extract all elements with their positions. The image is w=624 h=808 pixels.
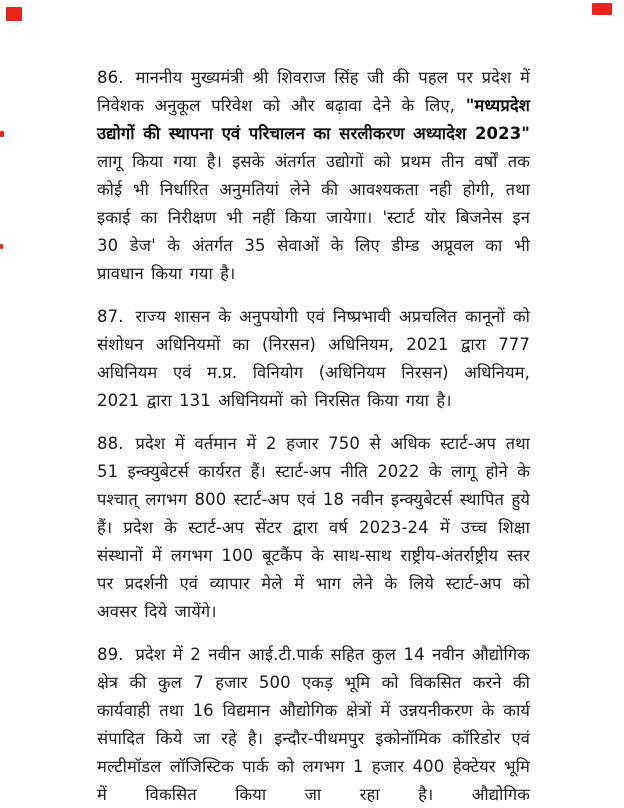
paragraph-text [97,434,530,621]
paragraph [97,64,530,288]
paragraph [97,430,530,626]
red-scan-mark [6,7,22,21]
text-run: प्रदेश में 2 नवीन आई.टी.पार्क सहित कुल 14 नवीन औद्योगिक क्षेत्र की कुल 7 हजार 500 एकड़ भूमि को विकसित करने की कार्यवाही तथा 16 विद्यमान औद्योगिक क्षेत्रों में उन्नयनीकरण के कार्य संपादित किये जा रहे है। इन्दौर-पीथमपुर इकोनॉमिक कॉरिडोर एवं मल्टीमॉडल लॉजिस्टिक पार्क को लगभग 1 हजार 400 हेक्टेयर भूमि में विकसित किया जा रहा है। औद्योगिक [97,645,530,804]
paragraph [97,641,530,808]
text-run: राज्य शासन के अनुपयोगी एवं निष्प्रभावी अप्रचलित कानूनों को संशोधन अधिनियमों का (निरसन) अधिनियम, 2021 द्वारा 777 अधिनियम एवं म.प्र. विनियोग (अधिनियम निरसन) अधिनियम, 2021 द्वारा 131 अधिनियमों को निरसित किया गया है। [97,307,530,410]
paragraph-number: 89. [97,645,124,664]
paragraph-number: 87. [97,307,124,326]
paragraph-text [97,68,530,283]
paragraph-container [97,64,530,808]
red-scan-mark [0,131,4,137]
paragraph-number: 86. [97,68,124,87]
text-run: प्रदेश में वर्तमान में 2 हजार 750 से अधिक स्टार्ट-अप तथा 51 इन्क्युबेटर्स कार्यरत हैं। स्टार्ट-अप नीति 2022 के लागू होने के पश्चात् लगभग 800 स्टार्ट-अप एवं 18 नवीन इन्क्युबेटर्स स्थापित हुये हैं। प्रदेश के स्टार्ट-अप सेंटर द्वारा वर्ष 2023-24 में उच्च शिक्षा संस्थानों में लगभग 100 बूटकैंप के साथ-साथ राष्ट्रीय-अंतर्राष्ट्रीय स्तर पर प्रदर्शनी एवं व्यापार मेले में भाग लेने के लिये स्टार्ट-अप को अवसर दिये जायेंगे। [97,434,530,621]
red-scan-mark [592,3,612,15]
paragraph-number: 88. [97,434,124,453]
paragraph [97,303,530,415]
text-run: माननीय मुख्यमंत्री श्री शिवराज सिंह जी की पहल पर प्रदेश में निवेशक अनुकूल परिवेश को और बढ़ावा देने के लिए, [97,68,530,115]
red-scan-mark [0,244,3,249]
paragraph-text [97,307,530,410]
text-run: लागू किया गया है। इसके अंतर्गत उद्योगों को प्रथम तीन वर्षों तक कोई भी निर्धारित अनुमतियां लेने की आवश्यकता नही होगी, तथा इकाई का निरीक्षण भी नहीं किया जायेगा। 'स्टार्ट योर बिजनेस इन 30 डेज' के अंतर्गत 35 सेवाओं के लिए डीम्ड अप्रूवल का भी प्रावधान किया गया है। [97,152,530,283]
paragraph-text [97,645,530,804]
bold-text-run: "मध्यप्रदेश उद्योगों की स्थापना एवं परिचालन का सरलीकरण अध्यादेश 2023" [97,96,530,143]
